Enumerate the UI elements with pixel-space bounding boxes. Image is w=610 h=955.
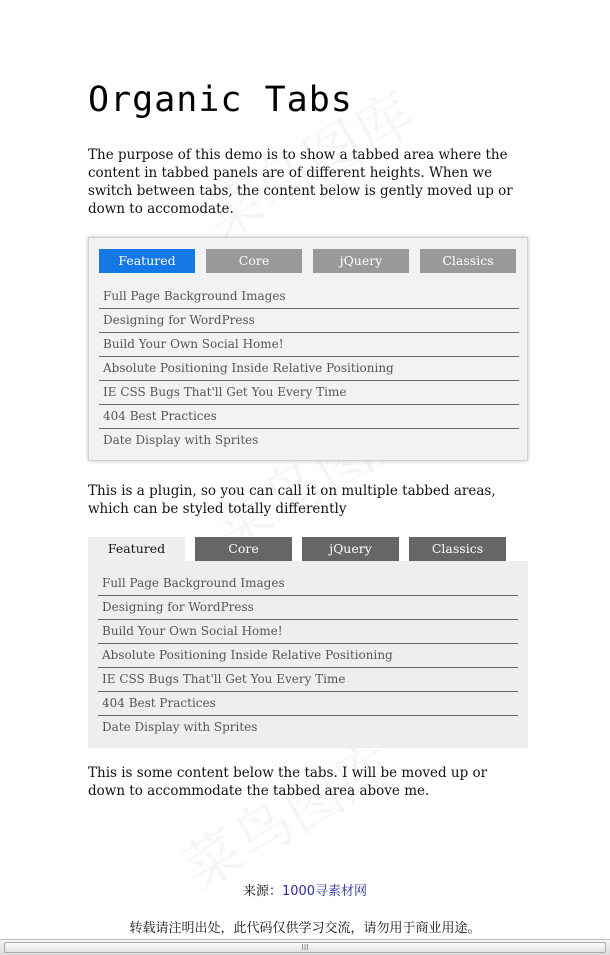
tab-core[interactable]: Core xyxy=(195,537,292,561)
tab-panel-2 xyxy=(88,561,528,748)
intro-paragraph: The purpose of this demo is to show a tabbed area where the content in tabbed panels are of different heights. When we switch between tabs, the content below is gently moved up or down to accomodate. xyxy=(88,147,513,217)
list-item[interactable]: Absolute Positioning Inside Relative Positioning xyxy=(99,357,519,381)
list-item[interactable]: Absolute Positioning Inside Relative Positioning xyxy=(98,644,518,668)
featured-list-1 xyxy=(99,285,519,452)
page-title: Organic Tabs xyxy=(88,80,353,120)
tab-jquery[interactable]: jQuery xyxy=(313,249,409,273)
list-item[interactable]: Date Display with Sprites xyxy=(102,720,258,734)
source-link[interactable]: 1000寻素材网 xyxy=(281,884,368,899)
featured-list-2 xyxy=(98,572,518,739)
list-item[interactable]: IE CSS Bugs That'll Get You Every Time xyxy=(99,381,519,405)
grip-icon: III xyxy=(301,943,309,952)
list-item[interactable]: Designing for WordPress xyxy=(98,596,518,620)
below-tabs-paragraph: This is some content below the tabs. I will be moved up or down to accommodate the tabbed area above me. xyxy=(88,765,488,799)
plugin-paragraph: This is a plugin, so you can call it on multiple tabbed areas, which can be styled totally differently xyxy=(88,483,496,517)
list-item[interactable]: IE CSS Bugs That'll Get You Every Time xyxy=(98,668,518,692)
source-credit xyxy=(0,880,610,899)
scrollbar-thumb[interactable] xyxy=(4,942,606,953)
list-item[interactable]: 404 Best Practices xyxy=(99,405,519,429)
list-item[interactable]: Build Your Own Social Home! xyxy=(99,333,519,357)
horizontal-scrollbar[interactable] xyxy=(0,939,610,955)
tab-classics[interactable]: Classics xyxy=(420,249,516,273)
tab-featured[interactable]: Featured xyxy=(88,537,185,561)
list-item[interactable]: Date Display with Sprites xyxy=(103,433,259,447)
tabbed-area-2 xyxy=(88,537,528,748)
list-item[interactable]: Build Your Own Social Home! xyxy=(98,620,518,644)
tab-jquery[interactable]: jQuery xyxy=(302,537,399,561)
source-label: 来源： xyxy=(242,884,282,899)
tabbed-area-1 xyxy=(88,237,528,461)
copyright-notice: 转载请注明出处，此代码仅供学习交流，请勿用于商业用途。 xyxy=(129,921,481,936)
tab-featured[interactable]: Featured xyxy=(99,249,195,273)
tab-core[interactable]: Core xyxy=(206,249,302,273)
list-item[interactable]: Full Page Background Images xyxy=(99,285,519,309)
list-item[interactable]: Designing for WordPress xyxy=(99,309,519,333)
list-item[interactable]: 404 Best Practices xyxy=(98,692,518,716)
tab-classics[interactable]: Classics xyxy=(409,537,506,561)
list-item[interactable]: Full Page Background Images xyxy=(98,572,518,596)
